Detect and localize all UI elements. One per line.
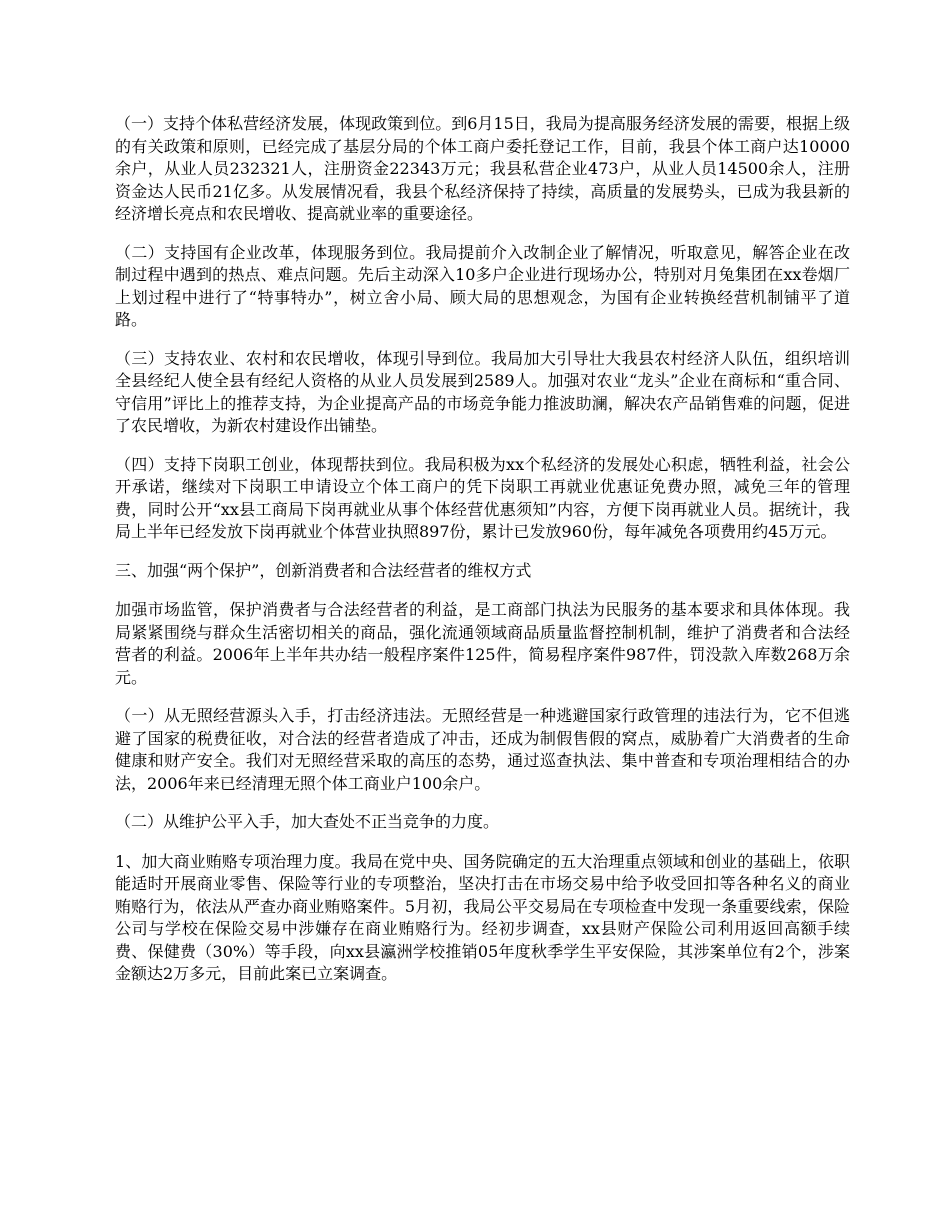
subheading-fair-competition: （二）从维护公平入手，加大查处不正当竞争的力度。 bbox=[115, 812, 500, 831]
paragraph-support-state-enterprise-reform: （二）支持国有企业改革，体现服务到位。我局提前介入改制企业了解情况，听取意见，解答企业在改制过程中遇到的热点、难点问题。先后主动深入10多户企业进行现场办公，特别对月兔集团在xx卷烟厂上划过程中进行了“特事特办”，树立舍小局、顾大局的思想观念，为国有企业转换经营机制铺平了道路。 bbox=[115, 242, 850, 329]
section-heading-two-protections: 三、加强“两个保护”，创新消费者和合法经营者的维权方式 bbox=[115, 560, 532, 580]
paragraph-support-private-economy: （一）支持个体私营经济发展，体现政策到位。到6月15日，我局为提高服务经济发展的需要，根据上级的有关政策和原则，已经完成了基层分局的个体工商户委托登记工作，目前，我县个体工商户达10000余户，从业人员232321人，注册资金22343万元；我县私营企业473户，从业人员14500余人，注册资金达人民币21亿多。从发展情况看，我县个私经济保持了持续，高质量的发展势头，已成为我县新的经济增长亮点和农民增收、提高就业率的重要途径。 bbox=[115, 114, 850, 223]
paragraph-unlicensed-operation: （一）从无照经营源头入手，打击经济违法。无照经营是一种逃避国家行政管理的违法行为，它不但逃避了国家的税费征收，对合法的经营者造成了冲击，还成为制假售假的窝点，威胁着广大消费者的生命健康和财产安全。我们对无照经营采取的高压的态势，通过巡查执法、集中普查和专项治理相结合的办法，2006年来已经清理无照个体工商业户100余户。 bbox=[115, 706, 850, 793]
paragraph-support-agriculture: （三）支持农业、农村和农民增收，体现引导到位。我局加大引导壮大我县农村经济人队伍，组织培训全县经纪人使全县有经纪人资格的从业人员发展到2589人。加强对农业“龙头”企业在商标和“重合同、守信用”评比上的推荐支持，为企业提高产品的市场竞争能力推波助澜，解决农产品销售难的问题，促进了农民增收，为新农村建设作出铺垫。 bbox=[115, 348, 850, 435]
paragraph-commercial-bribery: 1、加大商业贿赂专项治理力度。我局在党中央、国务院确定的五大治理重点领域和创业的基础上，依职能适时开展商业零售、保险等行业的专项整治，坚决打击在市场交易中给予收受回扣等各种名义的商业贿赂行为，依法从严查办商业贿赂案件。5月初，我局公平交易局在专项检查中发现一条重要线索，保险公司与学校在保险交易中涉嫌存在商业贿赂行为。经初步调查，xx县财产保险公司利用返回高额手续费、保健费（30%）等手段，向xx县瀛洲学校推销05年度秋季学生平安保险，其涉案单位有2个，涉案金额达2万多元，目前此案已立案调查。 bbox=[115, 851, 850, 983]
document-body bbox=[115, 113, 850, 1002]
paragraph-support-laid-off-workers: （四）支持下岗职工创业，体现帮扶到位。我局积极为xx个私经济的发展处心积虑，牺牲利益，社会公开承诺，继续对下岗职工申请设立个体工商户的凭下岗职工再就业优惠证免费办照，减免三年的管理费，同时公开“xx县工商局下岗再就业从事个体经营优惠须知”内容，方便下岗再就业人员。据统计，我局上半年已经发放下岗再就业个体营业执照897份，累计已发放960份，每年减免各项费用约45万元。 bbox=[115, 454, 850, 541]
paragraph-market-supervision: 加强市场监管，保护消费者与合法经营者的利益，是工商部门执法为民服务的基本要求和具体体现。我局紧紧围绕与群众生活密切相关的商品，强化流通领域商品质量监督控制机制，维护了消费者和合法经营者的利益。2006年上半年共办结一般程序案件125件，简易程序案件987件，罚没款入库数268万余元。 bbox=[115, 600, 850, 687]
